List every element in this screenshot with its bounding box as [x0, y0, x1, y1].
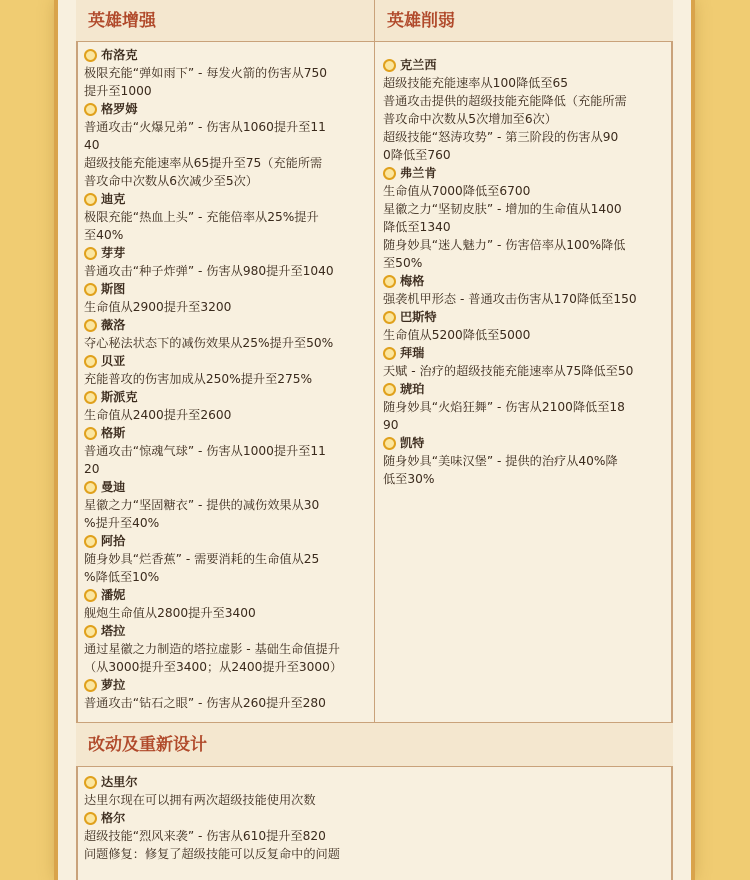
- change-text: 超级技能“怒涛攻势” - 第三阶段的伤害从90 0降低至760: [383, 130, 619, 162]
- bullet-icon: [84, 625, 97, 638]
- bullet-icon: [383, 347, 396, 360]
- bullet-icon: [383, 275, 396, 288]
- rework-column: [76, 770, 673, 866]
- change-text: 强袭机甲形态 - 普通攻击伤害从170降低至150: [383, 292, 637, 306]
- hero-name: 弗兰肯: [383, 164, 667, 182]
- hero-name: 贝亚: [84, 352, 368, 370]
- change-text: 普通攻击提供的超级技能充能降低（充能所需 普攻命中次数从5次增加至6次）: [383, 94, 627, 126]
- hero-name: 梅格: [383, 272, 667, 290]
- hero-entry: [84, 190, 368, 244]
- bullet-icon: [84, 589, 97, 602]
- change-text: 生命值从2400提升至2600: [84, 408, 232, 422]
- change-text: 随身妙具“烂香蕉” - 需要消耗的生命值从25 %降低至10%: [84, 552, 320, 584]
- bullet-icon: [84, 481, 97, 494]
- hero-name: 克兰西: [383, 56, 667, 74]
- hero-name: 斯派克: [84, 388, 368, 406]
- change-text: 普通攻击“惊魂气球” - 伤害从1000提升至11 20: [84, 444, 326, 476]
- hero-name: 斯图: [84, 280, 368, 298]
- hero-name: 芽芽: [84, 244, 368, 262]
- change-text: 随身妙具“美味汉堡” - 提供的治疗从40%降 低至30%: [383, 454, 618, 486]
- hero-entry: [84, 280, 368, 316]
- bullet-icon: [84, 103, 97, 116]
- bullet-icon: [383, 437, 396, 450]
- hero-entry: [84, 622, 368, 676]
- hero-name: 阿拾: [84, 532, 368, 550]
- hero-name: 萝拉: [84, 676, 368, 694]
- bullet-icon: [84, 776, 97, 789]
- change-text: 达里尔现在可以拥有两次超级技能使用次数: [84, 793, 316, 807]
- bullet-icon: [383, 311, 396, 324]
- hero-name: 曼迪: [84, 478, 368, 496]
- hero-entry: [383, 56, 667, 164]
- buff-header: 英雄增强: [76, 0, 374, 42]
- change-text: 夺心秘法状态下的减伤效果从25%提升至50%: [84, 336, 334, 350]
- bullet-icon: [84, 49, 97, 62]
- hero-entry: [84, 352, 368, 388]
- hero-name: 迪克: [84, 190, 368, 208]
- hero-name: 格斯: [84, 424, 368, 442]
- bullet-icon: [383, 383, 396, 396]
- hero-entry: [84, 532, 368, 586]
- hero-entry: [383, 434, 667, 488]
- hero-entry: [84, 100, 368, 190]
- hero-entry: [84, 388, 368, 424]
- change-text: 超级技能充能速率从100降低至65: [383, 76, 569, 90]
- hero-name: 巴斯特: [383, 308, 667, 326]
- bullet-icon: [84, 535, 97, 548]
- change-text: 星徽之力“坚固糖衣” - 提供的减伤效果从30 %提升至40%: [84, 498, 320, 530]
- bullet-icon: [84, 427, 97, 440]
- hero-name: 薇洛: [84, 316, 368, 334]
- bullet-icon: [84, 319, 97, 332]
- change-text: 充能普攻的伤害加成从250%提升至275%: [84, 372, 313, 386]
- hero-name: 琥珀: [383, 380, 667, 398]
- change-text: 普通攻击“钻石之眼” - 伤害从260提升至280: [84, 696, 326, 710]
- change-text: 随身妙具“火焰狂舞” - 伤害从2100降低至18 90: [383, 400, 625, 432]
- bullet-icon: [84, 391, 97, 404]
- hero-entry: [84, 586, 368, 622]
- rework-header: 改动及重新设计: [76, 723, 673, 767]
- nerf-header: 英雄削弱: [374, 0, 673, 42]
- hero-entry: [383, 308, 667, 344]
- buff-column: [76, 42, 374, 722]
- hero-entry: [84, 676, 368, 712]
- bullet-icon: [383, 167, 396, 180]
- hero-entry: [84, 478, 368, 532]
- change-text: 极限充能“热血上头” - 充能倍率从25%提升 至40%: [84, 210, 319, 242]
- change-text: 天赋 - 治疗的超级技能充能速率从75降低至50: [383, 364, 634, 378]
- hero-entry: [383, 380, 667, 434]
- change-text: 舰炮生命值从2800提升至3400: [84, 606, 256, 620]
- hero-entry: [84, 316, 368, 352]
- nerf-column: [374, 42, 673, 722]
- change-text: 生命值从5200降低至5000: [383, 328, 531, 342]
- hero-name: 凯特: [383, 434, 667, 452]
- bullet-icon: [84, 283, 97, 296]
- change-text: 超级技能充能速率从65提升至75（充能所需 普攻命中次数从6次减少至5次）: [84, 156, 323, 188]
- hero-entry: [383, 164, 667, 272]
- bullet-icon: [84, 679, 97, 692]
- hero-name: 布洛克: [84, 46, 368, 64]
- change-text: 普通攻击“种子炸弹” - 伤害从980提升至1040: [84, 264, 334, 278]
- hero-entry: [383, 272, 667, 308]
- bullet-icon: [383, 59, 396, 72]
- hero-name: 格罗姆: [84, 100, 368, 118]
- hero-name: 达里尔: [84, 773, 665, 791]
- change-text: 生命值从2900提升至3200: [84, 300, 232, 314]
- change-text: 问题修复：修复了超级技能可以反复命中的问题: [84, 847, 340, 861]
- hero-entry: [84, 244, 368, 280]
- change-text: 极限充能“弹如雨下” - 每发火箭的伤害从750 提升至1000: [84, 66, 328, 98]
- change-text: 随身妙具“迷人魅力” - 伤害倍率从100%降低 至50%: [383, 238, 626, 270]
- hero-name: 格尔: [84, 809, 665, 827]
- hero-name: 拜瑞: [383, 344, 667, 362]
- bullet-icon: [84, 247, 97, 260]
- hero-entry: [383, 344, 667, 380]
- bullet-icon: [84, 193, 97, 206]
- bullet-icon: [84, 355, 97, 368]
- change-text: 普通攻击“火爆兄弟” - 伤害从1060提升至11 40: [84, 120, 326, 152]
- hero-entry: [84, 46, 368, 100]
- hero-entry: [84, 809, 665, 863]
- change-text: 超级技能“烈风来袭” - 伤害从610提升至820: [84, 829, 326, 843]
- hero-entry: [84, 773, 665, 809]
- change-text: 星徽之力“坚韧皮肤” - 增加的生命值从1400 降低至1340: [383, 202, 622, 234]
- hero-name: 塔拉: [84, 622, 368, 640]
- hero-entry: [84, 424, 368, 478]
- hero-name: 潘妮: [84, 586, 368, 604]
- change-text: 通过星徽之力制造的塔拉虚影 - 基础生命值提升 （从3000提升至3400；从2400提升至3000）: [84, 642, 343, 674]
- change-text: 生命值从7000降低至6700: [383, 184, 531, 198]
- bullet-icon: [84, 812, 97, 825]
